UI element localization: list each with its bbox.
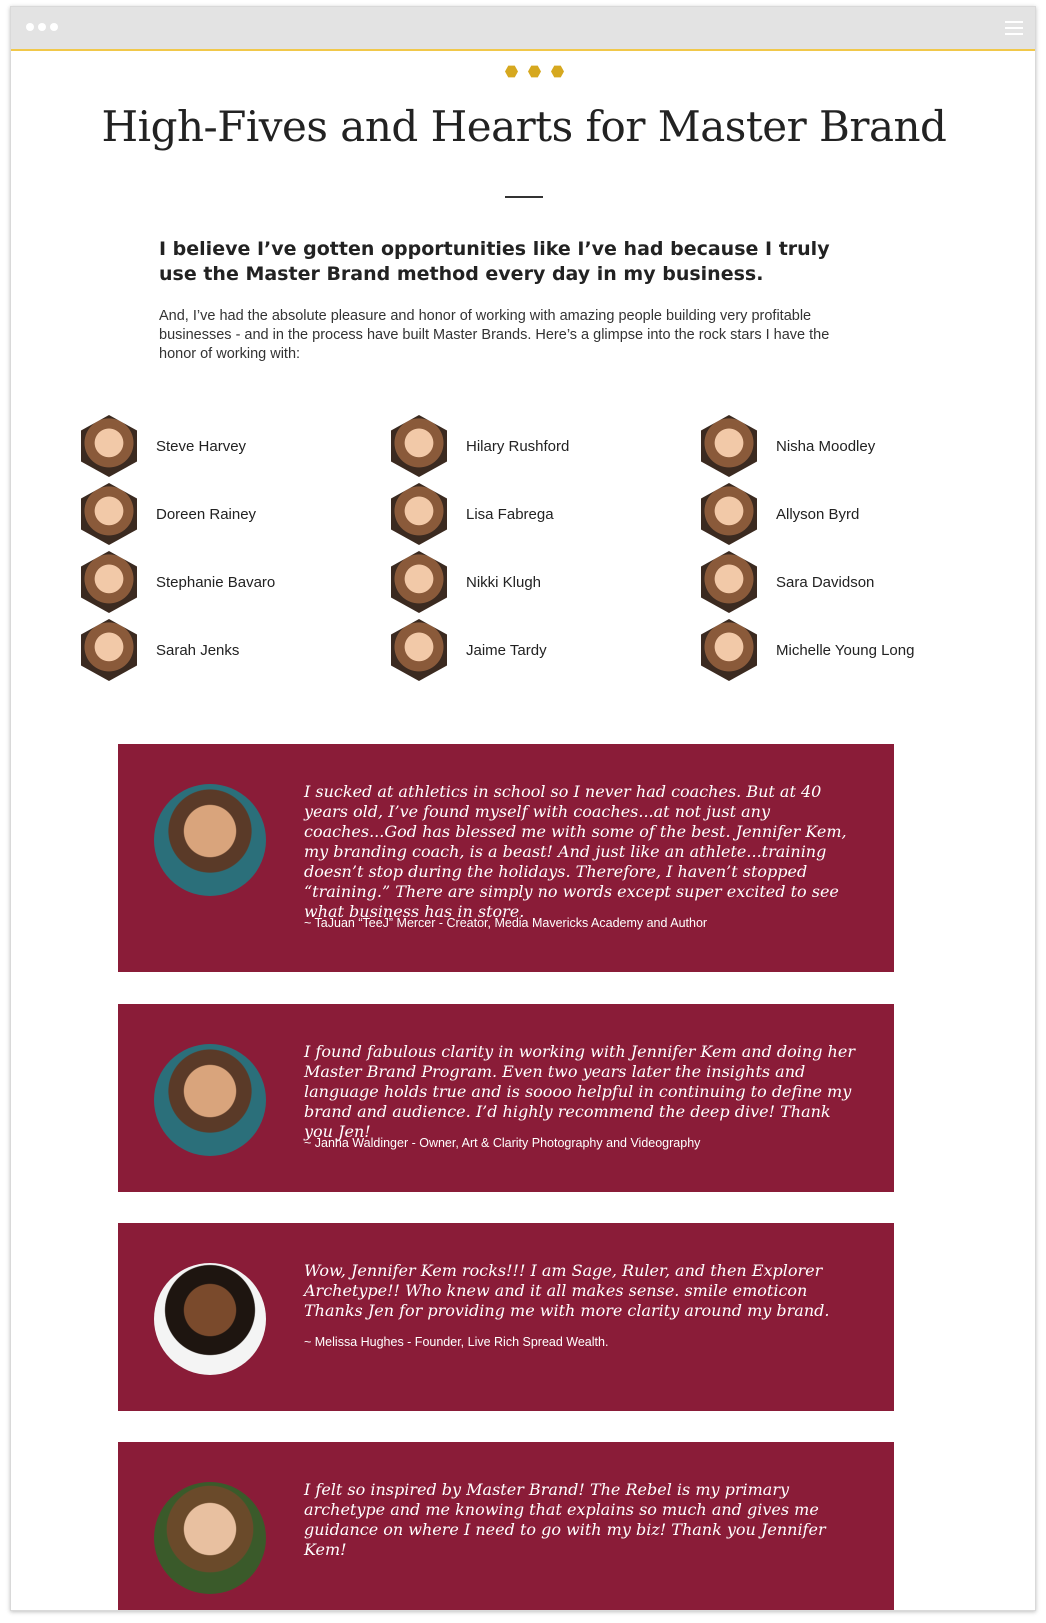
testimonial-card	[118, 1223, 894, 1411]
testimonial-quote: I felt so inspired by Master Brand! The Rebel is my primary archetype and me knowing that explains so much and gives me guidance on where I need to go with my biz! Thank you Jennifer Kem!	[304, 1480, 826, 1559]
person-name: Allyson Byrd	[776, 505, 860, 523]
person-item	[701, 553, 1001, 611]
intro-paragraph: And, I’ve had the absolute pleasure and honor of working with amazing people building very profitable businesses - and in the process have built Master Brands. Here’s a glimpse into the rock stars I have the honor of working with:	[159, 308, 830, 362]
avatar	[81, 551, 137, 613]
avatar	[81, 619, 137, 681]
avatar	[701, 619, 757, 681]
window-dot-icon	[38, 23, 46, 31]
window-controls	[26, 23, 58, 31]
person-name: Doreen Rainey	[156, 505, 257, 523]
testimonial-photo	[154, 784, 266, 896]
testimonial-quote: Wow, Jennifer Kem rocks!!! I am Sage, Ruler, and then Explorer Archetype!! Who knew and it all makes sense. smile emoticon Thanks Jen for providing me with more clarity around my brand.	[304, 1261, 830, 1320]
avatar	[391, 619, 447, 681]
testimonial-author: ~ Melissa Hughes - Founder, Live Rich Spread Wealth.	[304, 1335, 609, 1349]
testimonial-author: ~ Janna Waldinger - Owner, Art & Clarity Photography and Videography	[304, 1136, 701, 1150]
person-item	[391, 621, 701, 679]
person-item	[81, 621, 391, 679]
avatar	[81, 483, 137, 545]
browser-toolbar	[11, 7, 1035, 51]
person-name: Jaime Tardy	[466, 641, 547, 659]
person-item	[391, 485, 701, 543]
testimonial-author: ~ TaJuan “TeeJ” Mercer - Creator, Media Mavericks Academy and Author	[304, 916, 708, 930]
person-name: Nikki Klugh	[466, 573, 542, 591]
people-grid	[81, 417, 1001, 679]
window-dot-icon	[26, 23, 34, 31]
testimonial-card	[118, 1004, 894, 1192]
person-name: Sara Davidson	[776, 573, 875, 591]
browser-frame	[10, 6, 1036, 1611]
avatar	[701, 415, 757, 477]
avatar	[391, 415, 447, 477]
testimonial-photo	[154, 1044, 266, 1156]
person-item	[81, 553, 391, 611]
avatar	[391, 551, 447, 613]
decorative-hex-divider	[505, 65, 564, 78]
testimonial-card	[118, 1442, 894, 1611]
person-item	[391, 553, 701, 611]
avatar	[81, 415, 137, 477]
person-item	[391, 417, 701, 475]
testimonial-photo	[154, 1482, 266, 1594]
person-name: Michelle Young Long	[776, 641, 915, 659]
gold-hex-icon	[528, 65, 541, 78]
person-item	[81, 417, 391, 475]
window-dot-icon	[50, 23, 58, 31]
testimonial-photo	[154, 1263, 266, 1375]
lead-paragraph: I believe I’ve gotten opportunities like I’ve had because I truly use the Master Brand method every day in my business.	[159, 238, 830, 285]
testimonial-quote: I found fabulous clarity in working with Jennifer Kem and doing her Master Brand Program. Even two years later the insights and language holds true and is soooo helpful in continuing to define my brand and audience. I’d highly recommend the deep dive! Thank you Jen!	[304, 1042, 855, 1141]
avatar	[701, 551, 757, 613]
person-name: Lisa Fabrega	[466, 505, 554, 523]
person-name: Stephanie Bavaro	[156, 573, 276, 591]
person-item	[701, 621, 1001, 679]
person-item	[81, 485, 391, 543]
person-name: Hilary Rushford	[466, 437, 570, 455]
title-divider	[505, 196, 543, 198]
testimonial-quote: I sucked at athletics in school so I never had coaches. But at 40 years old, I’ve found myself with coaches...at not just any coaches...God has blessed me with some of the best. Jennifer Kem, my branding coach, is a beast! And just like an athlete...training doesn’t stop during the holidays. Therefore, I haven’t stopped “training.” There are simply no words except super excited to see what business has in store.	[304, 782, 847, 921]
person-item	[701, 417, 1001, 475]
person-item	[701, 485, 1001, 543]
hamburger-menu-icon[interactable]	[1005, 21, 1023, 35]
gold-hex-icon	[505, 65, 518, 78]
avatar	[391, 483, 447, 545]
gold-hex-icon	[551, 65, 564, 78]
avatar	[701, 483, 757, 545]
person-name: Nisha Moodley	[776, 437, 876, 455]
person-name: Steve Harvey	[156, 437, 247, 455]
testimonial-card	[118, 744, 894, 972]
person-name: Sarah Jenks	[156, 641, 240, 659]
page-title: High-Fives and Hearts for Master Brand	[101, 102, 947, 151]
